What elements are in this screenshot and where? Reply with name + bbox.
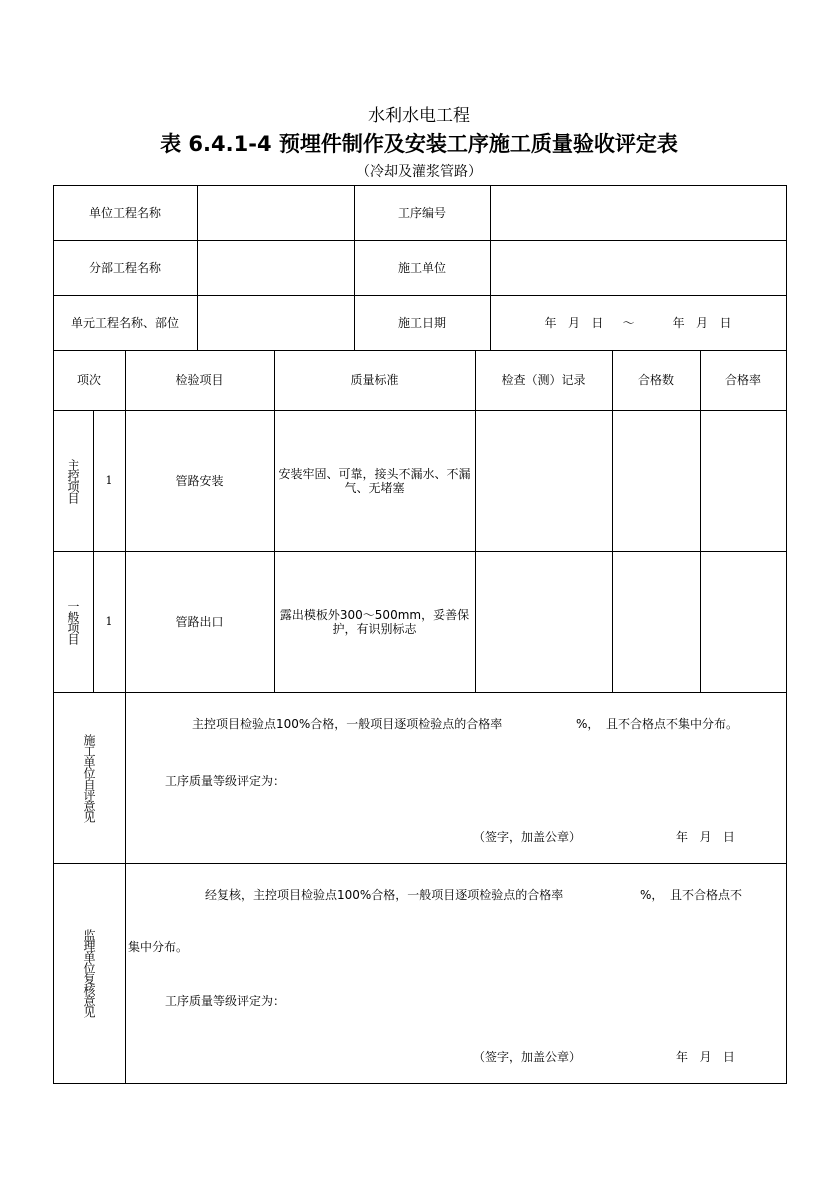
- page-subtitle: （冷却及灌浆管路）: [356, 164, 482, 180]
- col-quality-standard: 质量标准: [274, 350, 476, 411]
- field-process-no[interactable]: [490, 185, 787, 241]
- col-inspection-item: 检验项目: [125, 350, 275, 411]
- self-eval-line1: 主控项目检验点100%合格，一般项目逐项检验点的合格率: [192, 717, 503, 731]
- main-control-label: 主控项目: [53, 410, 94, 552]
- label-construction-unit: 施工单位: [354, 240, 491, 296]
- supervisor-pct: %，: [640, 888, 664, 902]
- general-label: 一般项目: [53, 551, 94, 693]
- main-control-item: 管路安装: [125, 410, 275, 552]
- label-process-no: 工序编号: [354, 185, 491, 241]
- supervisor-date: 年 月 日: [676, 1050, 735, 1064]
- self-eval-sign: （签字，加盖公章）: [473, 830, 582, 844]
- col-item-no: 项次: [53, 350, 126, 411]
- main-control-standard: 安装牢固、可靠，接头不漏水、不漏气、无堵塞: [274, 410, 476, 552]
- self-eval-date: 年 月 日: [676, 830, 735, 844]
- self-eval-line1b: 且不合格点不集中分布。: [606, 717, 739, 731]
- col-qualified-count: 合格数: [612, 350, 701, 411]
- page-title: 表 6.4.1-4 预埋件制作及安装工序施工质量验收评定表: [160, 132, 678, 156]
- main-control-qualified-count[interactable]: [612, 410, 701, 552]
- main-control-record[interactable]: [475, 410, 613, 552]
- label-construction-date: 施工日期: [354, 295, 491, 351]
- label-element-project: 单元工程名称、部位: [53, 295, 198, 351]
- general-qualified-count[interactable]: [612, 551, 701, 693]
- col-record: 检查（测）记录: [475, 350, 613, 411]
- field-construction-date[interactable]: 年 月 日 ～ 年 月 日: [490, 295, 787, 351]
- supervisor-grade: 工序质量等级评定为：: [165, 994, 286, 1008]
- field-element-project[interactable]: [197, 295, 355, 351]
- col-pass-rate: 合格率: [700, 350, 787, 411]
- label-division-project: 分部工程名称: [53, 240, 198, 296]
- general-record[interactable]: [475, 551, 613, 693]
- general-item: 管路出口: [125, 551, 275, 693]
- self-eval-pct: %，: [576, 717, 600, 731]
- org-title: 水利水电工程: [368, 106, 470, 126]
- self-eval-grade: 工序质量等级评定为：: [165, 774, 286, 788]
- supervisor-line1b: 且不合格点不: [670, 888, 743, 902]
- general-standard: 露出模板外300～500mm，妥善保护，有识别标志: [274, 551, 476, 693]
- main-control-no: 1: [93, 410, 126, 552]
- field-division-project[interactable]: [197, 240, 355, 296]
- general-no: 1: [93, 551, 126, 693]
- supervisor-label: 监理单位复核意见: [53, 863, 126, 1084]
- self-eval-label: 施工单位自评意见: [53, 692, 126, 864]
- supervisor-line1: 经复核，主控项目检验点100%合格，一般项目逐项检验点的合格率: [205, 888, 564, 902]
- field-unit-project[interactable]: [197, 185, 355, 241]
- label-unit-project: 单位工程名称: [53, 185, 198, 241]
- general-pass-rate[interactable]: [700, 551, 787, 693]
- supervisor-line2: 集中分布。: [128, 940, 189, 954]
- main-control-pass-rate[interactable]: [700, 410, 787, 552]
- supervisor-sign: （签字，加盖公章）: [473, 1050, 582, 1064]
- field-construction-unit[interactable]: [490, 240, 787, 296]
